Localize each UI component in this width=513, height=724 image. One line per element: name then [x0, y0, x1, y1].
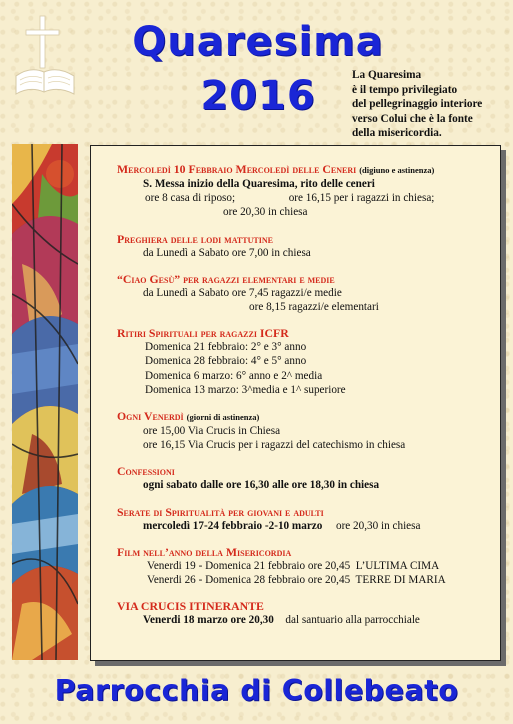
section-lodi: [117, 232, 488, 260]
section-heading: [117, 162, 488, 177]
section-line-row: [117, 613, 488, 627]
section-heading: Preghiera delle lodi mattutine: [117, 231, 273, 246]
section-line: Domenica 28 febbraio: 4° e 5° anno: [145, 355, 307, 368]
section-heading: Confessioni: [117, 464, 175, 479]
intro-line: La Quaresima: [352, 69, 422, 81]
intro-line: è il tempo privilegiato: [352, 83, 458, 96]
section-confessioni: [117, 464, 488, 492]
section-line: Venerdi 26 - Domenica 28 febbraio ore 20,45 TERRE DI MARIA: [147, 574, 446, 587]
section-ceneri: [117, 162, 488, 220]
section-via-crucis: [117, 599, 488, 627]
section-line: ore 15,00 Via Crucis in Chiesa: [143, 425, 281, 438]
intro-line: del pellegrinaggio interiore: [352, 98, 483, 110]
section-line: ore 16,15 per i ragazzi in chiesa;: [288, 192, 435, 205]
section-line: ore 8 casa di riposo;: [145, 192, 236, 205]
section-line: Domenica 6 marzo: 6° anno e 2^ media: [145, 369, 323, 382]
section-line-row: [117, 519, 488, 533]
section-line: S. Messa inizio della Quaresima, rito delle ceneri: [143, 178, 375, 190]
section-line: dal santuario alla parrocchiale: [285, 614, 420, 627]
section-line: Domenica 13 marzo: 3^media e 1^ superiore: [145, 383, 346, 396]
section-heading: VIA CRUCIS ITINERANTE: [117, 599, 264, 614]
section-ciao-gesu: [117, 272, 488, 314]
section-line: ore 8,15 ragazzi/e elementari: [249, 301, 379, 314]
section-venerdi: [117, 409, 488, 452]
title-quaresima: Quaresima: [132, 19, 384, 65]
stained-glass-image: [12, 144, 78, 660]
section-heading: Ritiri Spirituali per ragazzi ICFR: [117, 326, 289, 341]
section-line: da Lunedì a Sabato ore 7,00 in chiesa: [143, 246, 311, 259]
heading-text: Ogni Venerdì: [117, 409, 184, 424]
section-heading: “Ciao Gesù” per ragazzi elementari e medie: [117, 271, 335, 286]
program-panel: [90, 145, 501, 661]
section-line: ore 20,30 in chiesa: [223, 206, 308, 219]
section-line-row: [117, 191, 488, 205]
section-heading: Serate di Spiritualità per giovani e adulti: [117, 504, 324, 519]
section-ritiri: [117, 326, 488, 397]
intro-text: [352, 68, 512, 141]
heading-note: (digiuno e astinenza): [359, 165, 435, 175]
section-line: Venerdi 18 marzo ore 20,30: [143, 614, 274, 627]
intro-line: della misericordia.: [352, 127, 442, 139]
section-film: [117, 545, 488, 587]
section-serate: [117, 505, 488, 533]
section-heading: Film nell’anno della Misericordia: [117, 544, 292, 559]
section-line: mercoledì 17-24 febbraio -2-10 marzo: [143, 519, 323, 532]
heading-note: (giorni di astinenza): [186, 412, 260, 423]
heading-text: Mercoledì 10 Febbraio Mercoledì delle Ceneri: [117, 162, 357, 176]
section-line: da Lunedì a Sabato ore 7,45 ragazzi/e medie: [143, 286, 342, 299]
section-line: ogni sabato dalle ore 16,30 alle ore 18,30 in chiesa: [143, 479, 380, 492]
cross-book-logo-icon: [14, 14, 76, 104]
section-line: Domenica 21 febbraio: 2° e 3° anno: [145, 341, 307, 354]
section-line: ore 16,15 Via Crucis per i ragazzi del catechismo in chiesa: [143, 439, 406, 452]
intro-line: verso Colui che è la fonte: [352, 112, 473, 125]
parish-name: Parrocchia di Collebeato: [54, 674, 459, 707]
section-line: Venerdi 19 - Domenica 21 febbraio ore 20,45 L’ULTIMA CIMA: [147, 559, 440, 572]
section-line: ore 20,30 in chiesa: [335, 519, 421, 532]
title-year: 2016: [200, 73, 316, 119]
section-heading: [117, 409, 488, 424]
